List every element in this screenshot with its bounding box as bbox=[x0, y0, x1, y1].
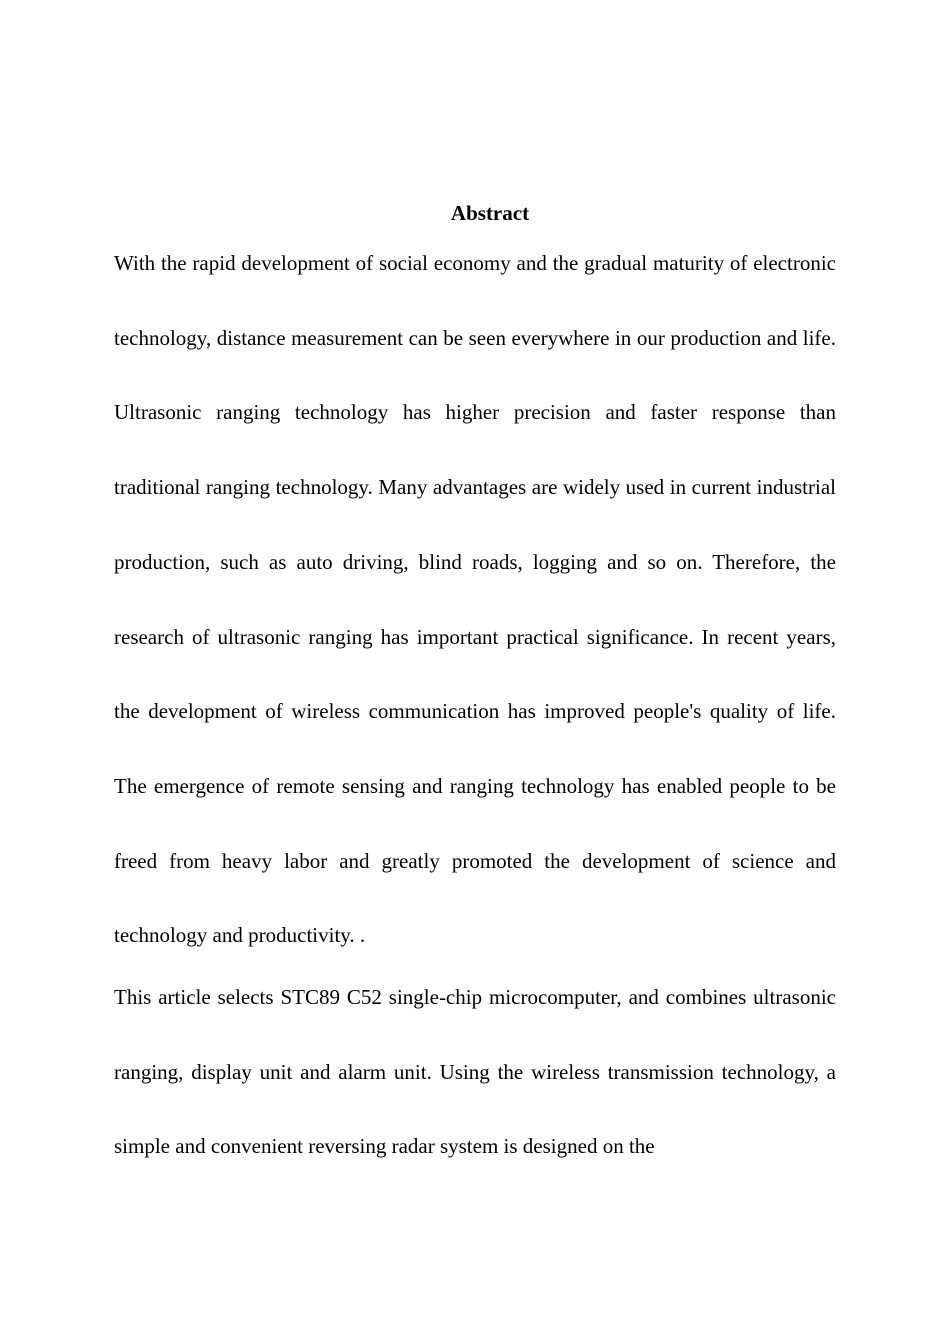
abstract-heading: Abstract bbox=[450, 201, 530, 225]
abstract-paragraph-1: With the rapid development of social economy and the gradual maturity of electronic technology, distance measurement can be seen everywhere in our production and life. Ultrasonic ranging technology has higher precision and faster response than traditional ranging technology. Many advantages are widely used in current industrial production, such as auto driving, blind roads, logging and so on. Therefore, the research of ultrasonic ranging has important practical significance. In recent years, the development of wireless communication has improved people's quality of life. The emergence of remote sensing and ranging technology has enabled people to be freed from heavy labor and greatly promoted the development of science and technology and productivity. . bbox=[114, 251, 836, 948]
abstract-paragraph-2: This article selects STC89 C52 single-chip microcomputer, and combines ultrasonic ranging, display unit and alarm unit. Using the wireless transmission technology, a simple and convenient reversing radar system is designed on the bbox=[114, 985, 836, 1159]
